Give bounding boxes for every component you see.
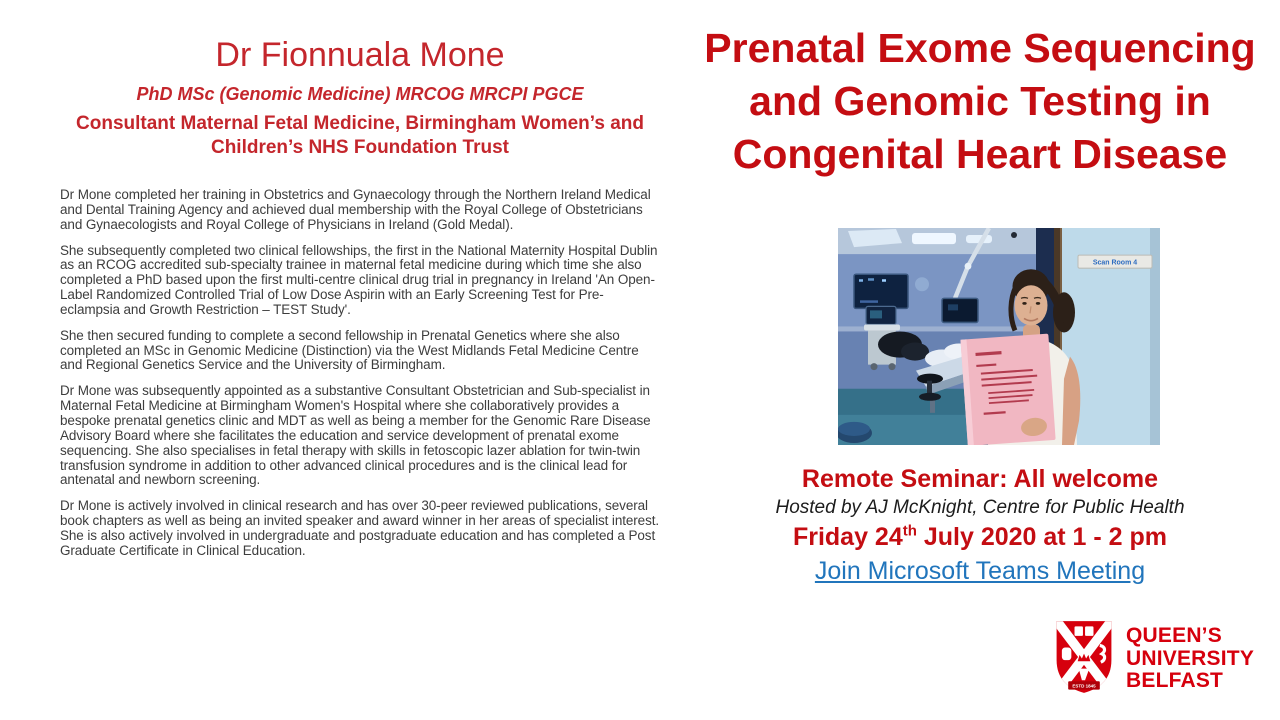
- speaker-bio-text: [60, 188, 660, 559]
- qub-logo-text: [1126, 618, 1254, 693]
- bio-paragraph-3: She then secured funding to complete a second fellowship in Prenatal Genetics where she also completed an MSc in Genomic Medicine (Distinction) via the West Midlands Fetal Medicine Centre and Regional Genetics Service and the University of Birmingham.: [60, 327, 639, 373]
- seminar-datetime-line: [690, 522, 1270, 552]
- scan-room-sign-label: Scan Room 4: [1092, 259, 1138, 267]
- seminar-date-prefix: Friday 24: [792, 523, 903, 551]
- seminar-title-line-1: Prenatal Exome Sequencing: [704, 25, 1256, 71]
- qub-logo-line-1: QUEEN’S: [1126, 624, 1222, 647]
- speaker-photo-illustration: [838, 228, 1160, 445]
- seminar-info: [690, 464, 1270, 586]
- qub-logo: [1052, 618, 1254, 696]
- qub-logo-line-2: UNIVERSITY: [1126, 646, 1255, 670]
- seminar-date-suffix: July 2020 at 1 - 2 pm: [916, 523, 1168, 551]
- qub-shield-icon: [1052, 618, 1116, 696]
- speaker-bio-panel: [60, 34, 660, 570]
- seminar-title: [690, 22, 1270, 181]
- bio-paragraph-4: Dr Mone was subsequently appointed as a substantive Consultant Obstetrician and Sub-specialist in Maternal Fetal Medicine at Birmingham Women's Hospital where she collaboratively provides a bespoke prenatal genetics clinic and MDT as well as being a member for the Genomic Rare Disease Advisory Board where she facilitates the education and service development of prenatal exome sequencing. She also specialises in fetal therapy with skills in fetoscopic lazer ablation for twin-twin transfusion syndrome in addition to other advanced clinical procedures and is the clinical lead for antenatal and newborn screening.: [60, 383, 651, 488]
- seminar-title-line-3: Congenital Heart Disease: [732, 131, 1228, 177]
- seminar-title-line-2: and Genomic Testing in: [749, 78, 1211, 124]
- seminar-host-line: Hosted by AJ McKnight, Centre for Public Health: [775, 497, 1185, 518]
- teams-meeting-link[interactable]: Join Microsoft Teams Meeting: [814, 557, 1146, 585]
- scan-room-sign: [1078, 255, 1152, 268]
- speaker-name: Dr Fionnuala Mone: [215, 36, 505, 74]
- bio-paragraph-1: Dr Mone completed her training in Obstetrics and Gynaecology through the Northern Ireland Medical and Dental Training Agency and achieved dual membership with the Royal College of Obstetricians and Gynaecologists and Royal College of Physicians in Ireland (Gold Medal).: [60, 187, 651, 232]
- bio-paragraph-5: Dr Mone is actively involved in clinical research and has over 30-peer reviewed publications, several book chapters as well as being an invited speaker and award winner in her areas of specialist interest. She is also actively involved in undergraduate and postgraduate education and has completed a Post Graduate Certificate in Clinical Education.: [60, 498, 660, 558]
- seminar-date-superscript: th: [902, 522, 917, 540]
- speaker-photo: [838, 228, 1160, 445]
- speaker-credentials: PhD MSc (Genomic Medicine) MRCOG MRCPI PGCE: [136, 84, 584, 104]
- qub-estd-label: ESTD 1845: [1072, 683, 1096, 689]
- qub-logo-line-3: BELFAST: [1126, 669, 1224, 692]
- speaker-role-line-1: Consultant Maternal Fetal Medicine, Birmingham Women’s and: [76, 113, 644, 134]
- bio-paragraph-2: She subsequently completed two clinical fellowships, the first in the National Maternity Hospital Dublin as an RCOG accredited sub-specialty trainee in maternal fetal medicine during which time she also completed a PhD based upon the first multi-centre clinical drug trial in pregnancy in Ireland 'An Open-Label Randomized Controlled Trial of Low Dose Aspirin with an Early Screening Test for Pre-eclampsia and Growth Restriction – TEST Study'.: [60, 242, 658, 317]
- seminar-welcome-line: Remote Seminar: All welcome: [801, 465, 1159, 493]
- speaker-role-line-2: Children’s NHS Foundation Trust: [210, 137, 510, 158]
